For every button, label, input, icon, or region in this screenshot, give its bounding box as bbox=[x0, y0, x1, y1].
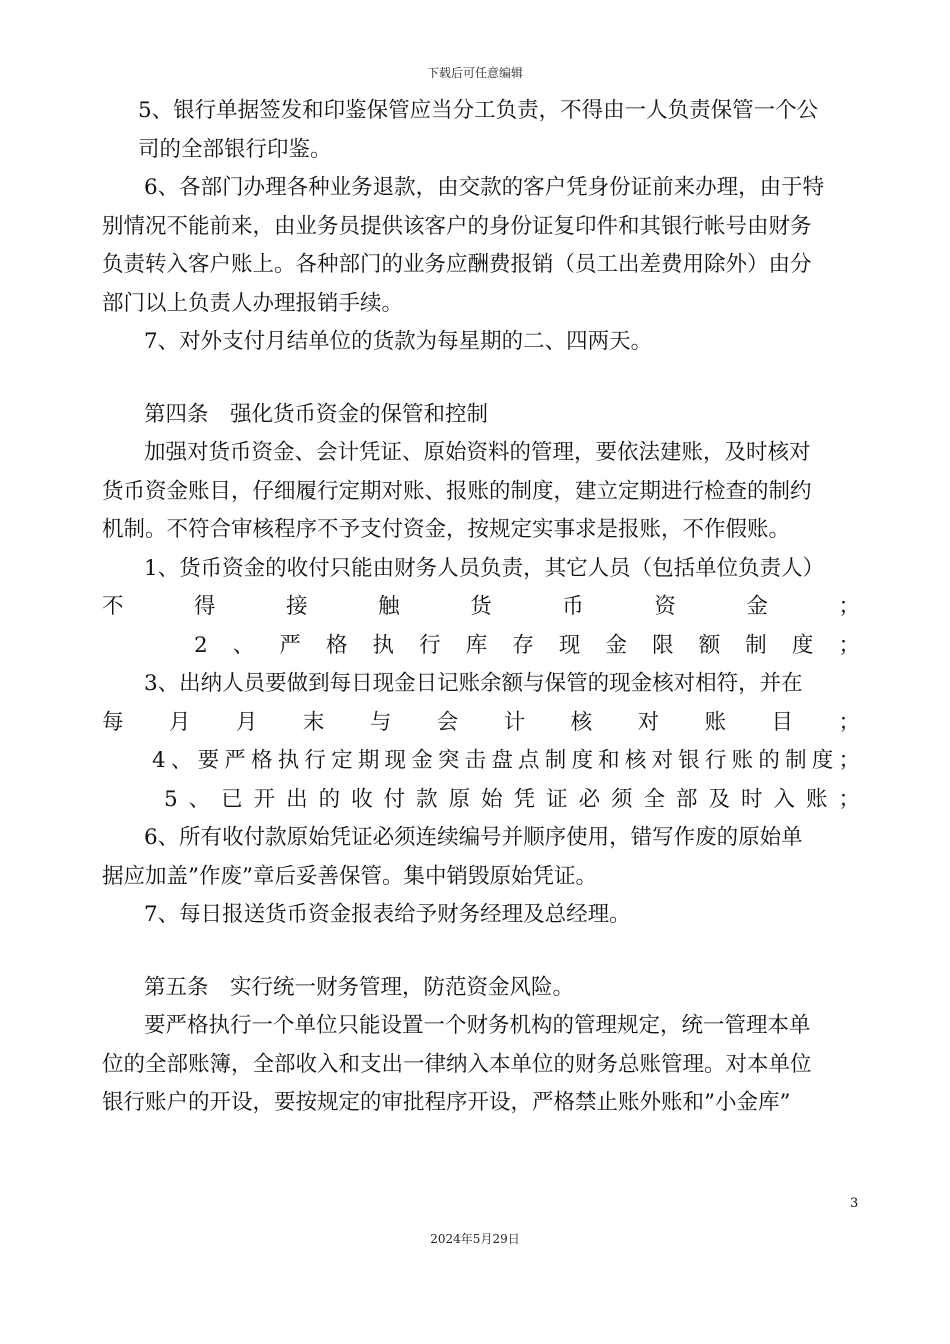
text-line: 1、货币资金的收付只能由财务人员负责，其它人员（包括单位负责人） bbox=[144, 555, 825, 581]
paragraph-gap bbox=[102, 935, 860, 969]
text-line: 不得接触货币资金； bbox=[102, 594, 860, 619]
text-line: 银行账户的开设，要按规定的审批程序开设，严格禁止账外账和”小金库” bbox=[102, 1090, 791, 1115]
page-header: 下载后可任意编辑 bbox=[426, 66, 523, 80]
text-line: 据应加盖”作废”章后妥善保管。集中销毁原始凭证。 bbox=[102, 863, 597, 889]
text-line: 3、出纳人员要做到每日现金日记账余额与保管的现金核对相符，并在 bbox=[144, 671, 803, 696]
text-line: 货币资金账目，仔细履行定期对账、报账的制度，建立定期进行检查的制约 bbox=[102, 478, 812, 504]
text-line: 司的全部银行印鉴。 bbox=[138, 136, 332, 162]
page-number: 3 bbox=[850, 1196, 859, 1211]
text-line: 别情况不能前来，由业务员提供该客户的身份证复印件和其银行帐号由财务 bbox=[102, 213, 812, 239]
text-line: 4、要严格执行定期现金突击盘点制度和核对银行账的制度； bbox=[152, 748, 860, 773]
text-line: 6、各部门办理各种业务退款，由交款的客户凭身份证前来办理，由于特 bbox=[144, 175, 825, 200]
text-line: 要严格执行一个单位只能设置一个财务机构的管理规定，统一管理本单 bbox=[144, 1013, 811, 1038]
text-line: 负责转入客户账上。各种部门的业务应酬费报销（员工出差费用除外）由分 bbox=[102, 252, 812, 277]
text-line: 5、银行单据签发和印鉴保管应当分工负责，不得由一人负责保管一个公 bbox=[138, 98, 819, 123]
text-line: 2、严格执行库存现金限额制度； bbox=[194, 632, 860, 658]
text-line: 位的全部账簿，全部收入和支出一律纳入本单位的财务总账管理。对本单位 bbox=[102, 1051, 812, 1077]
section-heading: 第五条 实行统一财务管理，防范资金风险。 bbox=[144, 974, 575, 1000]
text-line: 部门以上负责人办理报销手续。 bbox=[102, 290, 404, 316]
text-line: 7、对外支付月结单位的货款为每星期的二、四两天。 bbox=[144, 329, 653, 354]
section-heading: 第四条 强化货币资金的保管和控制 bbox=[144, 401, 489, 427]
text-line: 7、每日报送货币资金报表给予财务经理及总经理。 bbox=[144, 902, 631, 927]
text-line: 每月月末与会计核对账目； bbox=[102, 709, 860, 735]
paragraph-gap bbox=[102, 362, 860, 396]
text-line: 5、已开出的收付款原始凭证必须全部及时入账； bbox=[164, 786, 860, 812]
text-line: 机制。不符合审核程序不予支付资金，按规定实事求是报账，不作假账。 bbox=[102, 517, 791, 542]
document-body bbox=[102, 92, 860, 1123]
page-footer-date: 2024年5月29日 bbox=[430, 1232, 520, 1246]
text-line: 6、所有收付款原始凭证必须连续编号并顺序使用，错写作废的原始单 bbox=[144, 825, 803, 850]
text-line: 加强对货币资金、会计凭证、原始资料的管理，要依法建账，及时核对 bbox=[144, 440, 811, 465]
